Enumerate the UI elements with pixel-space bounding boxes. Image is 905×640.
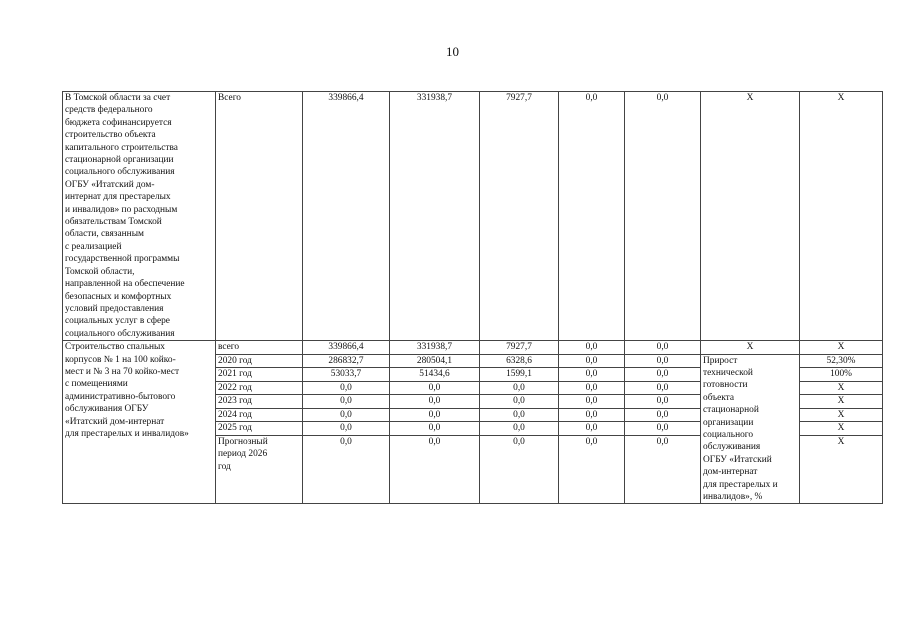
value-local: 0,0: [559, 381, 625, 395]
value-regional: 7927,7: [480, 341, 559, 354]
value-regional: 6328,6: [480, 354, 559, 368]
value-other: 0,0: [625, 381, 701, 395]
value-total: 286832,7: [303, 354, 390, 368]
value-total: 0,0: [303, 395, 390, 409]
value-total: 339866,4: [303, 341, 390, 354]
table-row: [63, 92, 883, 341]
period-cell: 2022 год: [216, 381, 303, 395]
value-total: 0,0: [303, 435, 390, 504]
measure-description: Строительство спальных корпусов № 1 на 100 койко- мест и № 3 на 70 койко-мест с помещениями административно-бытового обслуживания ОГБУ «Итатский дом-интернат для престарелых и инвалидов»: [63, 341, 216, 504]
period-cell: 2024 год: [216, 408, 303, 422]
value-other: 0,0: [625, 341, 701, 354]
period-cell: Прогнозный период 2026 год: [216, 435, 303, 504]
indicator-cell: X: [701, 341, 800, 354]
indicator-value-cell: X: [800, 408, 883, 422]
value-other: 0,0: [625, 354, 701, 368]
indicator-value-cell: X: [800, 435, 883, 504]
value-federal: 0,0: [390, 435, 480, 504]
value-federal: 331938,7: [390, 341, 480, 354]
period-cell: всего: [216, 341, 303, 354]
indicator-value-cell: X: [800, 395, 883, 409]
value-local: 0,0: [559, 354, 625, 368]
measure-description: В Томской области за счет средств федерального бюджета софинансируется строительство объекта капитального строительства стационарной организации социального обслуживания ОГБУ «Итатский дом- интернат для престарелых и инвалидов» по расходным обязательствам Томской области, связанным с реализацией государственной программы Томской области, направленной на обеспечение безопасных и комфортных условий предоставления социальных услуг в сфере социального обслуживания: [63, 92, 216, 341]
period-cell: 2020 год: [216, 354, 303, 368]
value-regional: 0,0: [480, 408, 559, 422]
table-row: [63, 341, 883, 354]
value-total: 0,0: [303, 422, 390, 436]
value-federal: 331938,7: [390, 92, 480, 341]
page-number: 10: [446, 44, 459, 59]
period-cell: Всего: [216, 92, 303, 341]
value-regional: 1599,1: [480, 368, 559, 382]
indicator-value-cell: X: [800, 381, 883, 395]
period-cell: 2023 год: [216, 395, 303, 409]
value-local: 0,0: [559, 422, 625, 436]
indicator-value-cell: X: [800, 422, 883, 436]
value-other: 0,0: [625, 395, 701, 409]
value-other: 0,0: [625, 408, 701, 422]
program-table: [62, 91, 883, 504]
value-other: 0,0: [625, 435, 701, 504]
indicator-name: Прирост технической готовности объекта стационарной организации социального обслуживания ОГБУ «Итатский дом-интернат для престарелых и инвалидов», %: [701, 354, 800, 504]
value-federal: 0,0: [390, 381, 480, 395]
value-federal: 0,0: [390, 395, 480, 409]
value-other: 0,0: [625, 422, 701, 436]
indicator-cell: X: [701, 92, 800, 341]
value-total: 0,0: [303, 381, 390, 395]
indicator-value-cell: X: [800, 92, 883, 341]
value-local: 0,0: [559, 435, 625, 504]
value-regional: 0,0: [480, 435, 559, 504]
value-federal: 51434,6: [390, 368, 480, 382]
value-federal: 280504,1: [390, 354, 480, 368]
value-other: 0,0: [625, 92, 701, 341]
indicator-value-cell: 100%: [800, 368, 883, 382]
value-federal: 0,0: [390, 408, 480, 422]
period-cell: 2021 год: [216, 368, 303, 382]
value-local: 0,0: [559, 408, 625, 422]
value-local: 0,0: [559, 395, 625, 409]
indicator-value-cell: X: [800, 341, 883, 354]
value-total: 339866,4: [303, 92, 390, 341]
value-regional: 0,0: [480, 381, 559, 395]
value-other: 0,0: [625, 368, 701, 382]
indicator-value-cell: 52,30%: [800, 354, 883, 368]
value-total: 53033,7: [303, 368, 390, 382]
value-local: 0,0: [559, 92, 625, 341]
value-local: 0,0: [559, 341, 625, 354]
value-total: 0,0: [303, 408, 390, 422]
value-local: 0,0: [559, 368, 625, 382]
value-federal: 0,0: [390, 422, 480, 436]
value-regional: 0,0: [480, 395, 559, 409]
value-regional: 0,0: [480, 422, 559, 436]
period-cell: 2025 год: [216, 422, 303, 436]
value-regional: 7927,7: [480, 92, 559, 341]
